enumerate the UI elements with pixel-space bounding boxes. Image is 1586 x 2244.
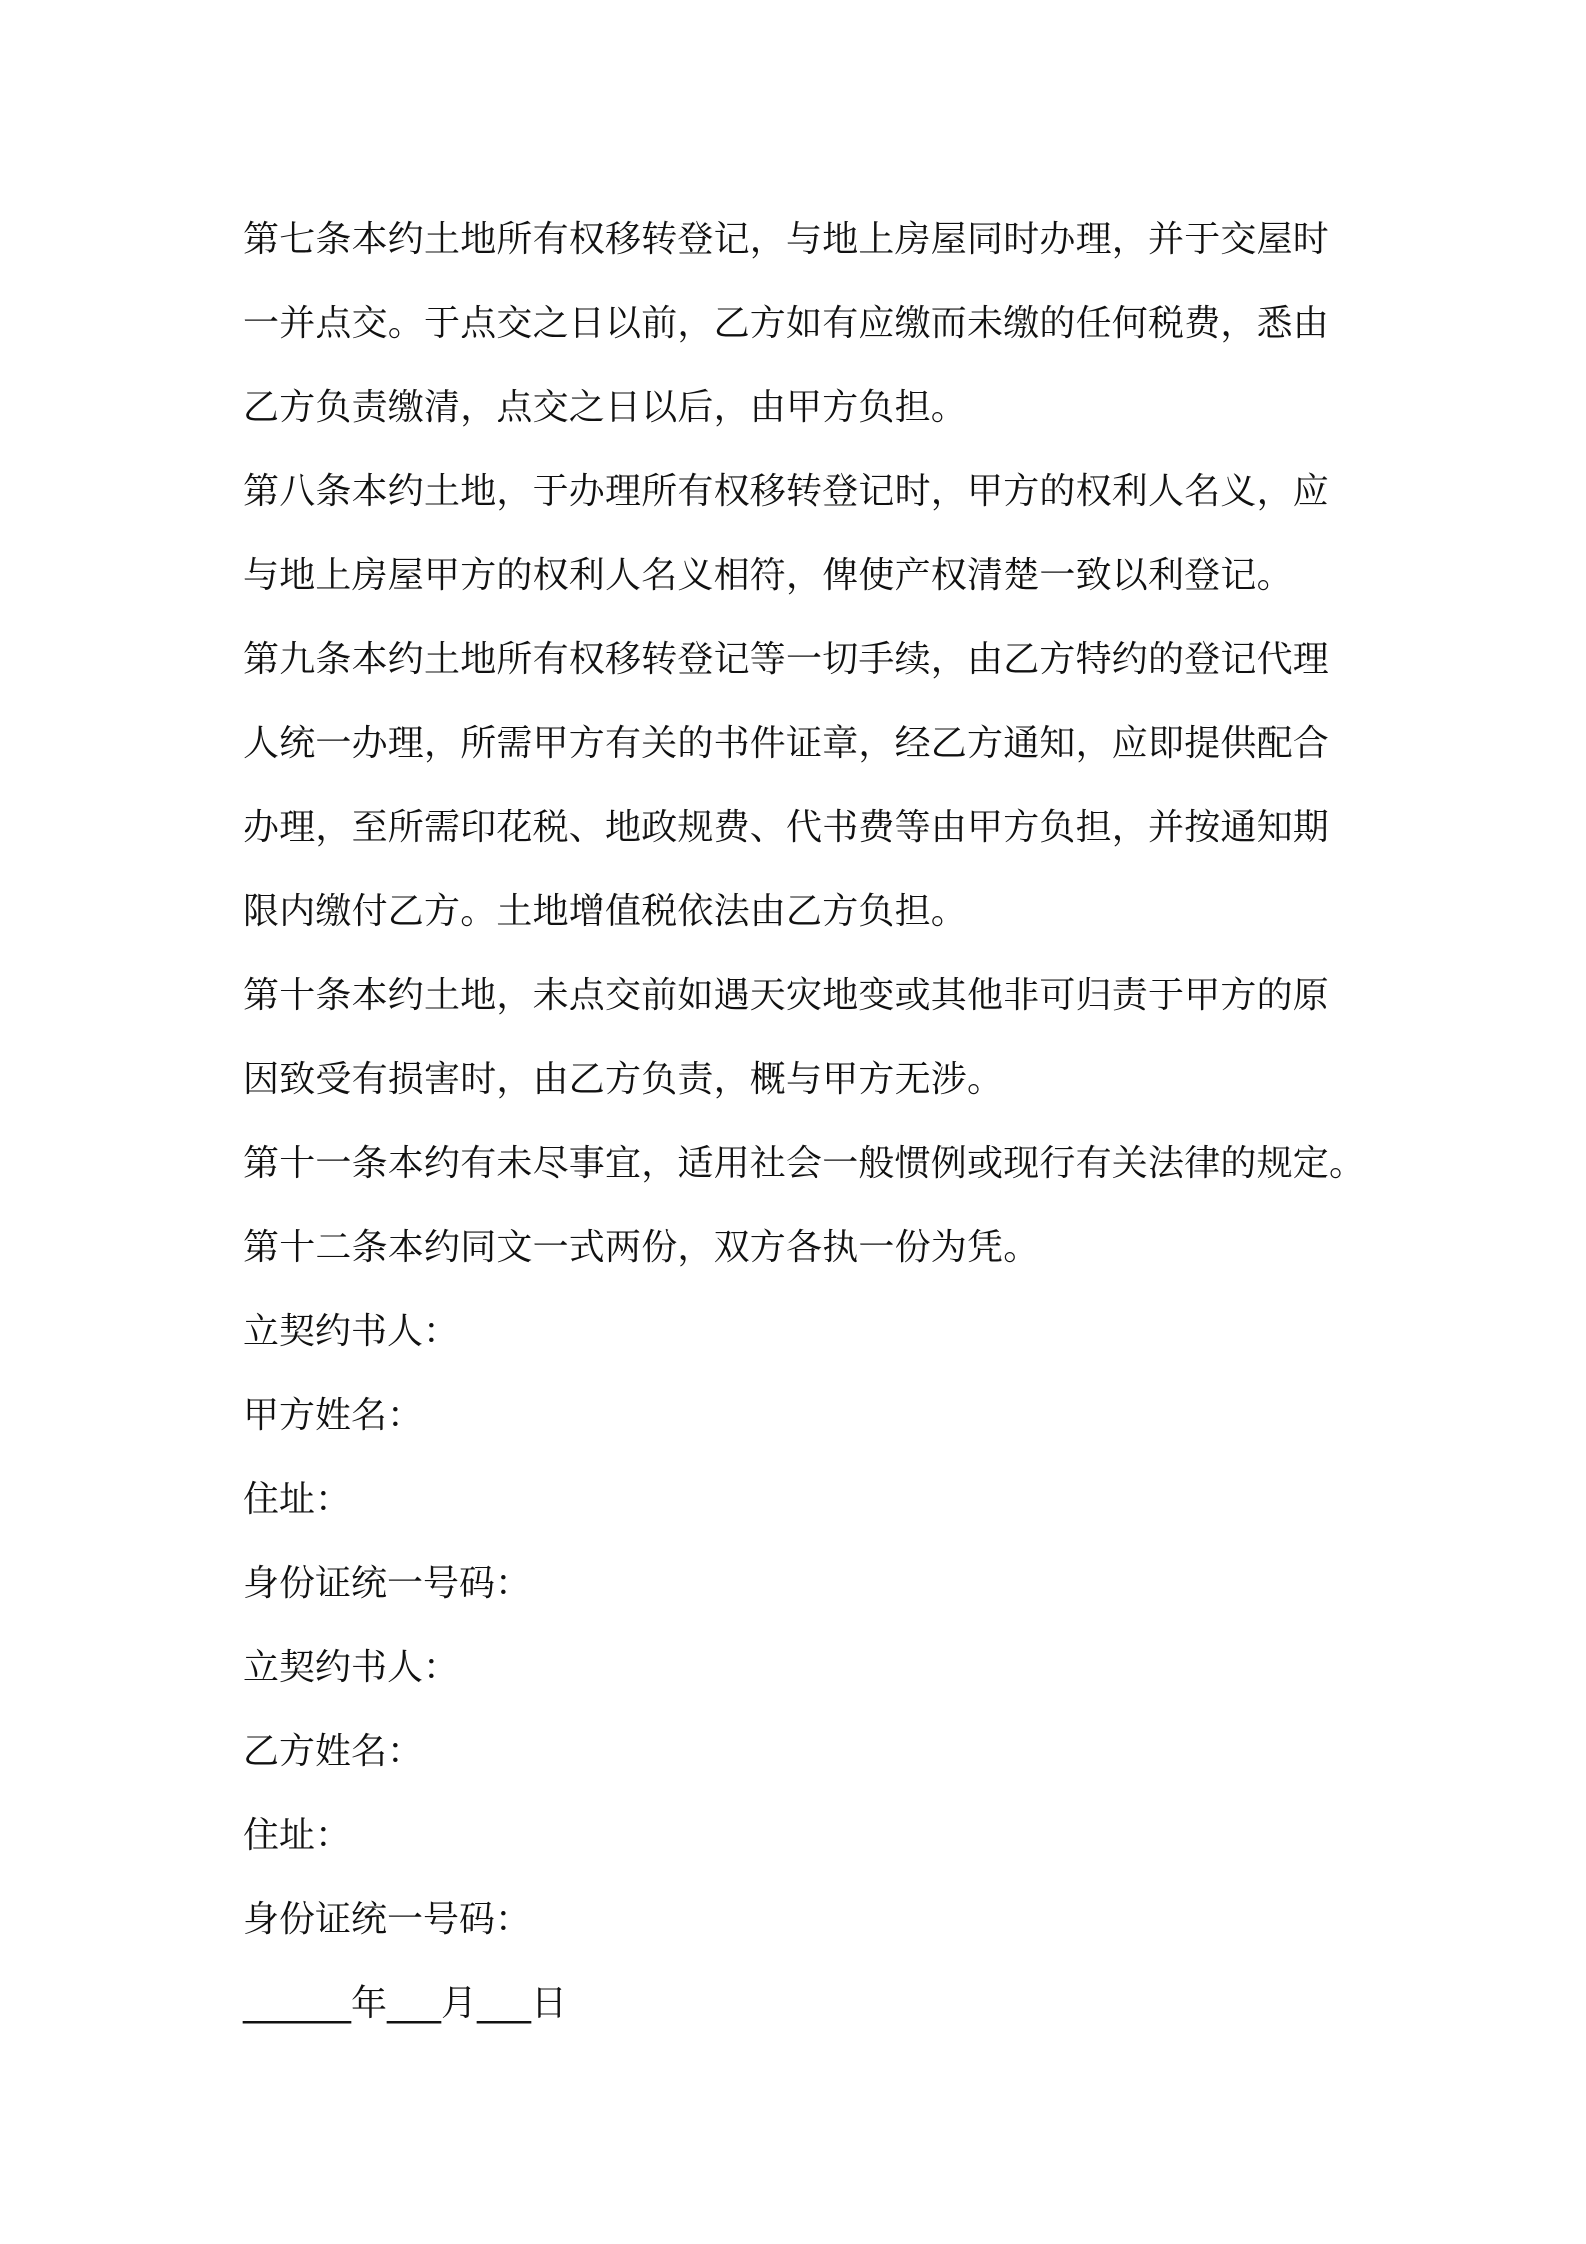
document-body <box>243 198 1393 2046</box>
party-b-signer-label: 立契约书人： <box>243 1647 460 1688</box>
article-7 <box>243 198 1393 450</box>
party-a-signer-label: 立契约书人： <box>243 1311 460 1352</box>
party-b-id-label: 身份证统一号码： <box>243 1899 532 1940</box>
party-b-block <box>243 1626 1393 1962</box>
article-10 <box>243 954 1393 1122</box>
article-9-line-1: 第九条本约土地所有权移转登记等一切手续，由乙方特约的登记代理 <box>243 639 1330 680</box>
article-12 <box>243 1206 1393 1290</box>
article-7-line-3: 乙方负责缴清，点交之日以后，由甲方负担。 <box>243 387 968 428</box>
article-8 <box>243 450 1393 618</box>
article-9 <box>243 618 1393 954</box>
date-line: ______年___月___日 <box>243 1983 568 2024</box>
article-8-line-1: 第八条本约土地，于办理所有权移转登记时，甲方的权利人名义，应 <box>243 471 1330 512</box>
article-10-line-1: 第十条本约土地，未点交前如遇天灾地变或其他非可归责于甲方的原 <box>243 975 1330 1016</box>
party-a-name-label: 甲方姓名： <box>243 1395 424 1436</box>
party-a-address-label: 住址： <box>243 1479 352 1520</box>
article-11 <box>243 1122 1393 1206</box>
article-9-line-4: 限内缴付乙方。土地增值税依法由乙方负担。 <box>243 891 968 932</box>
party-b-name-label: 乙方姓名： <box>243 1731 424 1772</box>
article-9-line-3: 办理，至所需印花税、地政规费、代书费等由甲方负担，并按通知期 <box>243 807 1330 848</box>
article-7-line-2: 一并点交。于点交之日以前，乙方如有应缴而未缴的任何税费，悉由 <box>243 303 1330 344</box>
party-a-block <box>243 1290 1393 1626</box>
article-12-line-1: 第十二条本约同文一式两份，双方各执一份为凭。 <box>243 1227 1040 1268</box>
article-8-line-2: 与地上房屋甲方的权利人名义相符，俾使产权清楚一致以利登记。 <box>243 555 1293 596</box>
article-7-line-1: 第七条本约土地所有权移转登记，与地上房屋同时办理，并于交屋时 <box>243 219 1330 260</box>
party-a-id-label: 身份证统一号码： <box>243 1563 532 1604</box>
article-9-line-2: 人统一办理，所需甲方有关的书件证章，经乙方通知，应即提供配合 <box>243 723 1330 764</box>
party-b-address-label: 住址： <box>243 1815 352 1856</box>
article-10-line-2: 因致受有损害时，由乙方负责，概与甲方无涉。 <box>243 1059 1004 1100</box>
article-11-line-1: 第十一条本约有未尽事宜，适用社会一般惯例或现行有关法律的规定。 <box>243 1143 1366 1184</box>
